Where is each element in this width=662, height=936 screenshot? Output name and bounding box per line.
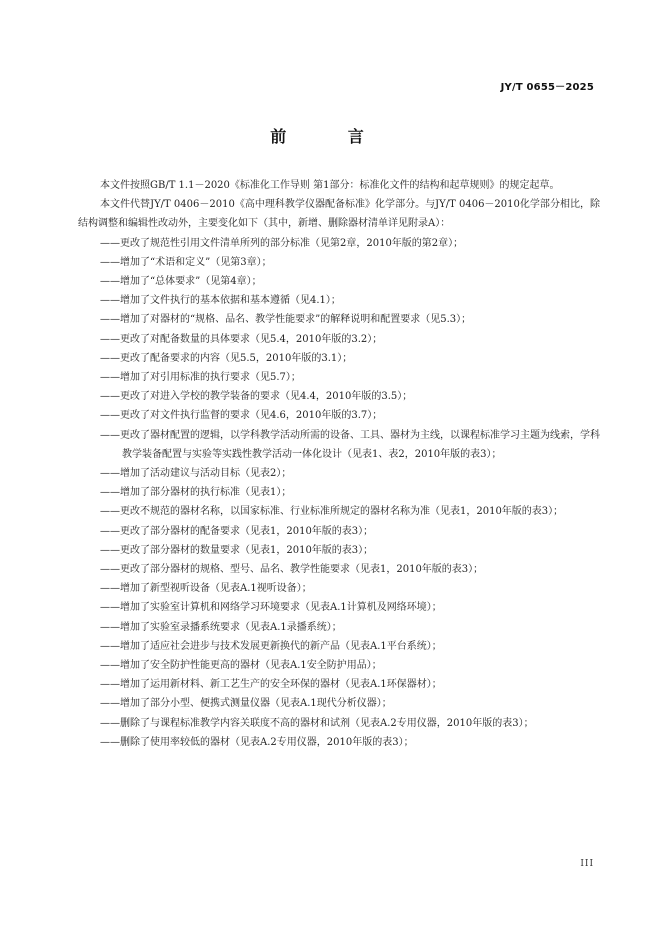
change-item: ——增加了适应社会进步与技术发展更新换代的新产品（见表A.1平台系统）；	[100, 640, 442, 652]
change-item: ——更改了部分器材的数量要求（见表1，2010年版的表3）；	[100, 544, 374, 556]
change-item: ——删除了与课程标准教学内容关联度不高的器材和试剂（见表A.2专用仪器，2010年版的表3）；	[100, 717, 534, 729]
document-code: JY/T 0655－2025	[500, 82, 594, 93]
change-item: ——更改了对配备数量的具体要求（见5.4，2010年版的3.2）；	[100, 333, 383, 345]
changes-list	[78, 234, 600, 752]
change-item: ——删除了使用率较低的器材（见表A.2专用仪器，2010年版的表3）；	[100, 736, 414, 748]
change-item: ——更改了配备要求的内容（见5.5，2010年版的3.1）；	[100, 352, 353, 364]
document-body	[78, 176, 600, 752]
change-item: ——增加了“总体要求”（见第4章）；	[100, 276, 262, 288]
intro-paragraph-1: 本文件按照GB/T 1.1－2020《标准化工作导则 第1部分：标准化文件的结构和起草规则》的规定起草。	[100, 180, 560, 191]
change-item: ——增加了部分小型、便携式测量仪器（见表A.1现代分析仪器）；	[100, 698, 392, 710]
page-number: III	[580, 859, 594, 869]
change-item: ——增加了运用新材料、新工艺生产的安全环保的器材（见表A.1环保器材）；	[100, 679, 442, 691]
change-item: ——更改了部分器材的规格、型号、品名、教学性能要求（见表1，2010年版的表3）；	[100, 564, 484, 576]
page-title: 前 言	[270, 127, 392, 146]
change-item: ——增加了“术语和定义”（见第3章）；	[100, 256, 272, 268]
change-item: ——增加了活动建议与活动目标（见表2）；	[100, 468, 292, 480]
change-item: ——更改了器材配置的逻辑，以学科教学活动所需的设备、工具、器材为主线，以课程标准学习主题为线索，学科教学装备配置与实验等实践性教学活动一体化设计（见表1、表2，2010年版的表3）；	[100, 429, 600, 460]
change-item: ——更改了规范性引用文件清单所列的部分标准（见第2章，2010年版的第2章）；	[100, 237, 464, 249]
change-item: ——增加了实验室录播系统要求（见表A.1录播系统）；	[100, 621, 342, 633]
change-item: ——增加了对器材的“规格、品名、教学性能要求”的解释说明和配置要求（见5.3）；	[100, 314, 472, 326]
change-item: ——更改了对进入学校的教学装备的要求（见4.4，2010年版的3.5）；	[100, 391, 413, 403]
intro-paragraph-2: 本文件代替JY/T 0406－2010《高中理科教学仪器配备标准》化学部分。与JY/T 0406－2010化学部分相比，除结构调整和编辑性改动外，主要变化如下（其中，新增、删除器材清单详见附录A）：	[78, 199, 600, 230]
change-item: ——增加了安全防护性能更高的器材（见表A.1安全防护用品）；	[100, 660, 382, 672]
change-item: ——增加了部分器材的执行标准（见表1）；	[100, 487, 292, 499]
change-item: ——更改不规范的器材名称，以国家标准、行业标准所规定的器材名称为准（见表1，2010年版的表3）；	[100, 506, 564, 518]
change-item: ——增加了新型视听设备（见表A.1视听设备）；	[100, 583, 312, 595]
change-item: ——更改了部分器材的配备要求（见表1，2010年版的表3）；	[100, 525, 374, 537]
change-item: ——增加了实验室计算机和网络学习环境要求（见表A.1计算机及网络环境）；	[100, 602, 442, 614]
change-item: ——增加了对引用标准的执行要求（见5.7）；	[100, 372, 301, 384]
change-item: ——更改了对文件执行监督的要求（见4.6，2010年版的3.7）；	[100, 410, 383, 422]
change-item: ——增加了文件执行的基本依据和基本遵循（见4.1）；	[100, 295, 341, 307]
